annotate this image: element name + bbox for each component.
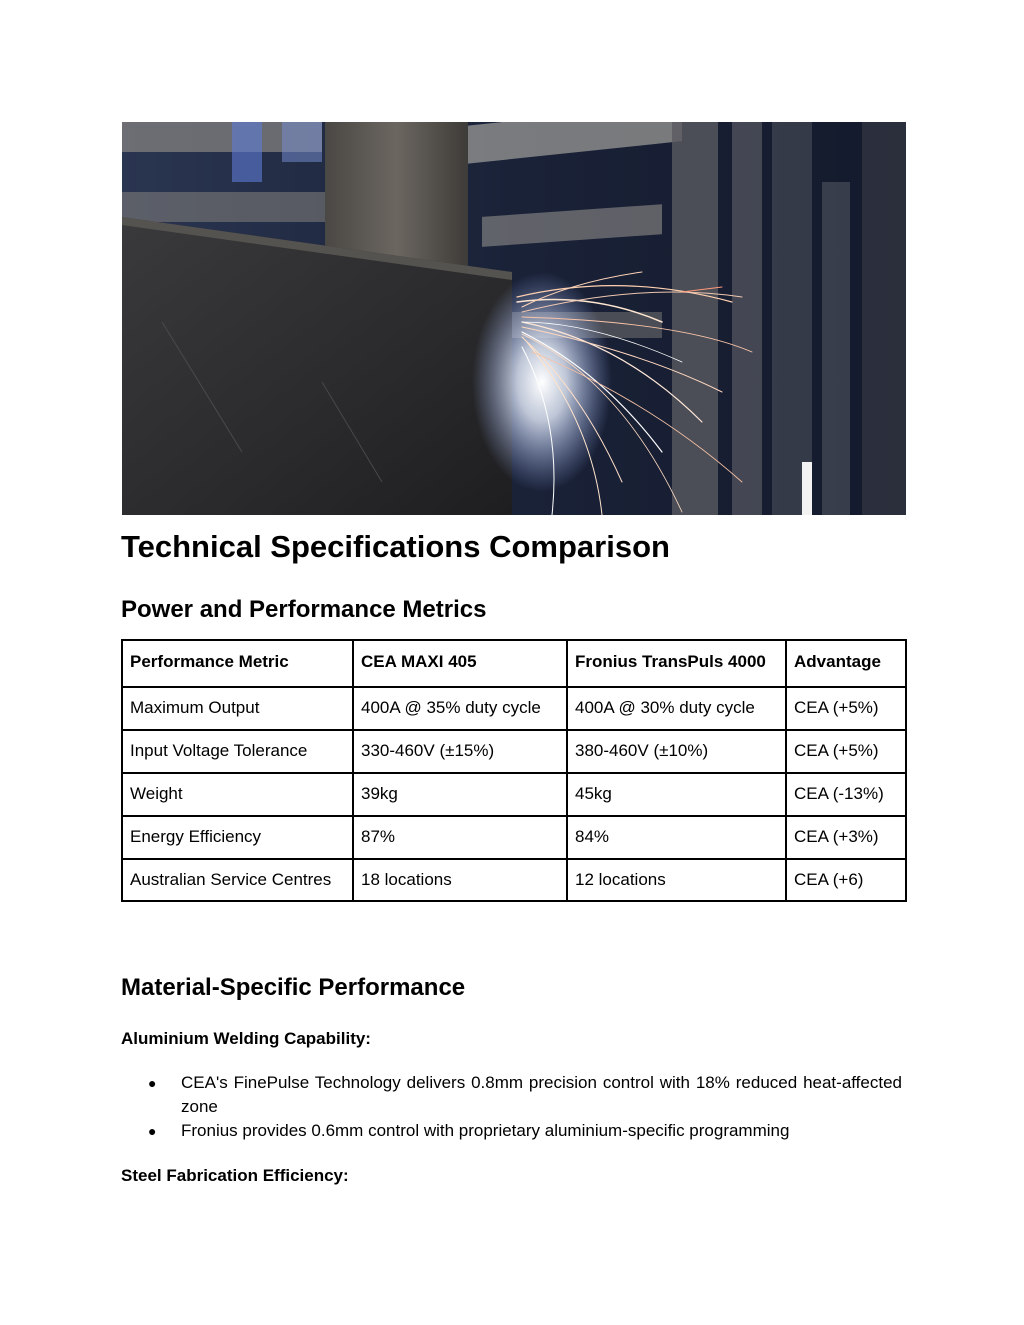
bullet-icon: ●: [148, 1075, 157, 1091]
list-item: [121, 1119, 902, 1143]
table-cell: 400A @ 35% duty cycle: [353, 687, 567, 730]
table-cell: Australian Service Centres: [122, 859, 353, 901]
bullet-icon: ●: [148, 1123, 157, 1139]
table-cell: CEA (-13%): [786, 773, 906, 816]
table-cell: Input Voltage Tolerance: [122, 730, 353, 773]
section-heading-power: Power and Performance Metrics: [121, 596, 487, 623]
table-header-cell: Fronius TransPuls 4000: [567, 640, 786, 687]
welding-photo: [122, 122, 906, 515]
table-row: [122, 730, 906, 773]
table-cell: CEA (+3%): [786, 816, 906, 859]
page-title: Technical Specifications Comparison: [121, 529, 670, 564]
table-header-row: [122, 640, 906, 687]
list-item-text: Fronius provides 0.6mm control with proprietary aluminium-specific programming: [181, 1121, 790, 1140]
table-cell: 45kg: [567, 773, 786, 816]
steel-label: Steel Fabrication Efficiency:: [121, 1166, 349, 1185]
welding-photo-icon: [122, 122, 906, 515]
table-cell: CEA (+5%): [786, 687, 906, 730]
aluminium-bullet-list: [121, 1071, 902, 1143]
table-cell: 18 locations: [353, 859, 567, 901]
table-cell: 84%: [567, 816, 786, 859]
table-cell: CEA (+6): [786, 859, 906, 901]
table-cell: CEA (+5%): [786, 730, 906, 773]
table-cell: 400A @ 30% duty cycle: [567, 687, 786, 730]
table-row: [122, 773, 906, 816]
specs-comparison-table: [121, 639, 907, 902]
table-cell: 330-460V (±15%): [353, 730, 567, 773]
table-cell: 87%: [353, 816, 567, 859]
table-cell: 39kg: [353, 773, 567, 816]
table-header-cell: Performance Metric: [122, 640, 353, 687]
table-header-cell: CEA MAXI 405: [353, 640, 567, 687]
table-cell: 12 locations: [567, 859, 786, 901]
table-cell: 380-460V (±10%): [567, 730, 786, 773]
aluminium-label: Aluminium Welding Capability:: [121, 1029, 371, 1048]
table-cell: Weight: [122, 773, 353, 816]
list-item: [121, 1071, 902, 1119]
section-heading-material: Material-Specific Performance: [121, 974, 466, 1001]
table-row: [122, 859, 906, 901]
table-header-cell: Advantage: [786, 640, 906, 687]
table-row: [122, 816, 906, 859]
table-cell: Maximum Output: [122, 687, 353, 730]
table-row: [122, 687, 906, 730]
table-cell: Energy Efficiency: [122, 816, 353, 859]
list-item-text: CEA's FinePulse Technology delivers 0.8mm precision control with 18% reduced heat-affected zone: [181, 1073, 902, 1116]
